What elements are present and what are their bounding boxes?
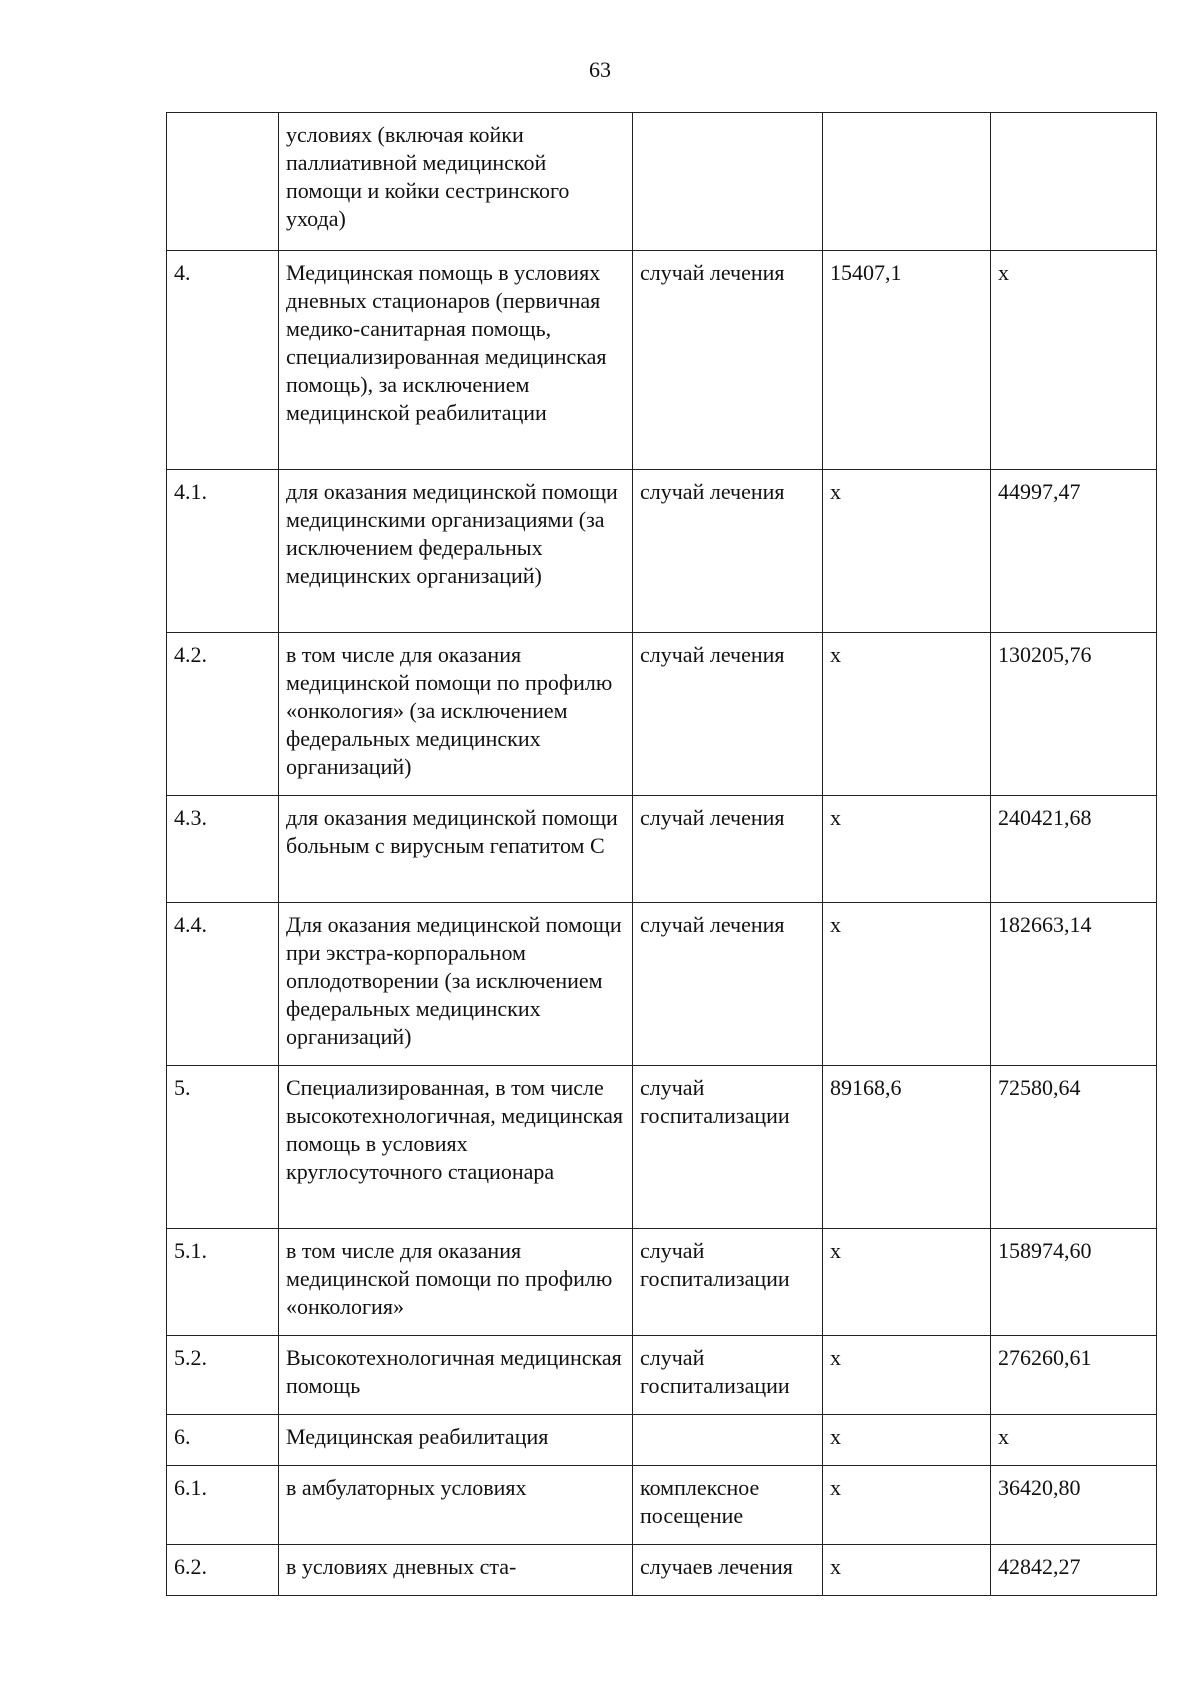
row-number-cell: 6.1.: [167, 1466, 279, 1545]
table-row: [167, 796, 1157, 903]
table-row: [167, 1066, 1157, 1229]
row-value2-cell: 240421,68: [991, 796, 1157, 903]
row-name-cell: для оказания медицинской помощи медицинскими организациями (за исключением федеральных медицинских организаций): [279, 470, 633, 633]
row-number-cell: 4.2.: [167, 633, 279, 796]
table-row: [167, 1336, 1157, 1415]
row-number-cell: 4.1.: [167, 470, 279, 633]
row-number-cell: 4.4.: [167, 903, 279, 1066]
row-value1-cell: х: [823, 1466, 991, 1545]
table-row: [167, 1466, 1157, 1545]
table-row: [167, 1545, 1157, 1596]
row-unit-cell: случаев лечения: [633, 1545, 823, 1596]
row-name-cell: Специализированная, в том числе высокотехнологичная, медицинская помощь в условиях круглосуточного стационара: [279, 1066, 633, 1229]
page-number: 63: [589, 57, 611, 82]
row-number-cell: 6.: [167, 1415, 279, 1466]
table-row: [167, 903, 1157, 1066]
row-name-cell: в том числе для оказания медицинской помощи по профилю «онкология» (за исключением федеральных медицинских организаций): [279, 633, 633, 796]
row-value1-cell: х: [823, 1415, 991, 1466]
table-row: [167, 633, 1157, 796]
row-name-cell: Высокотехнологичная медицинская помощь: [279, 1336, 633, 1415]
table-row: [167, 251, 1157, 470]
row-name-cell: условиях (включая койки паллиативной медицинской помощи и койки сестринского ухода): [279, 113, 633, 251]
row-name-cell: Медицинская реабилитация: [279, 1415, 633, 1466]
row-value2-cell: 130205,76: [991, 633, 1157, 796]
row-value1-cell: х: [823, 633, 991, 796]
row-value1-cell: х: [823, 1545, 991, 1596]
row-value1-cell: [823, 113, 991, 251]
row-value2-cell: х: [991, 251, 1157, 470]
row-name-cell: в амбулаторных условиях: [279, 1466, 633, 1545]
row-name-cell: Для оказания медицинской помощи при экстра-корпоральном оплодотворении (за исключением федеральных медицинских организаций): [279, 903, 633, 1066]
row-unit-cell: [633, 113, 823, 251]
table-row: [167, 470, 1157, 633]
tariff-table: [166, 112, 1157, 1596]
row-unit-cell: случай лечения: [633, 251, 823, 470]
row-value2-cell: 44997,47: [991, 470, 1157, 633]
row-name-cell: Медицинская помощь в условиях дневных стационаров (первичная медико-санитарная помощь, специализированная медицинская помощь), за исключением медицинской реабилитации: [279, 251, 633, 470]
row-number-cell: 5.1.: [167, 1229, 279, 1336]
row-value2-cell: 72580,64: [991, 1066, 1157, 1229]
row-unit-cell: [633, 1415, 823, 1466]
row-unit-cell: комплексное посещение: [633, 1466, 823, 1545]
row-name-cell: в условиях дневных ста-: [279, 1545, 633, 1596]
row-name-cell: в том числе для оказания медицинской помощи по профилю «онкология»: [279, 1229, 633, 1336]
row-value2-cell: 276260,61: [991, 1336, 1157, 1415]
row-value2-cell: 158974,60: [991, 1229, 1157, 1336]
row-value2-cell: [991, 113, 1157, 251]
row-value2-cell: х: [991, 1415, 1157, 1466]
row-unit-cell: случай госпитализации: [633, 1336, 823, 1415]
row-value1-cell: х: [823, 1229, 991, 1336]
row-unit-cell: случай госпитализации: [633, 1066, 823, 1229]
row-value1-cell: х: [823, 903, 991, 1066]
row-value1-cell: 15407,1: [823, 251, 991, 470]
row-number-cell: 5.: [167, 1066, 279, 1229]
row-value2-cell: 42842,27: [991, 1545, 1157, 1596]
row-value1-cell: х: [823, 470, 991, 633]
row-number-cell: 5.2.: [167, 1336, 279, 1415]
row-number-cell: 4.: [167, 251, 279, 470]
row-number-cell: 4.3.: [167, 796, 279, 903]
row-number-cell: [167, 113, 279, 251]
row-value1-cell: х: [823, 1336, 991, 1415]
row-unit-cell: случай госпитализации: [633, 1229, 823, 1336]
table-row: [167, 1415, 1157, 1466]
row-unit-cell: случай лечения: [633, 633, 823, 796]
row-unit-cell: случай лечения: [633, 796, 823, 903]
row-value1-cell: х: [823, 796, 991, 903]
table-row: [167, 113, 1157, 251]
row-value2-cell: 36420,80: [991, 1466, 1157, 1545]
row-name-cell: для оказания медицинской помощи больным с вирусным гепатитом С: [279, 796, 633, 903]
row-unit-cell: случай лечения: [633, 903, 823, 1066]
row-number-cell: 6.2.: [167, 1545, 279, 1596]
row-value1-cell: 89168,6: [823, 1066, 991, 1229]
row-unit-cell: случай лечения: [633, 470, 823, 633]
row-value2-cell: 182663,14: [991, 903, 1157, 1066]
table-row: [167, 1229, 1157, 1336]
